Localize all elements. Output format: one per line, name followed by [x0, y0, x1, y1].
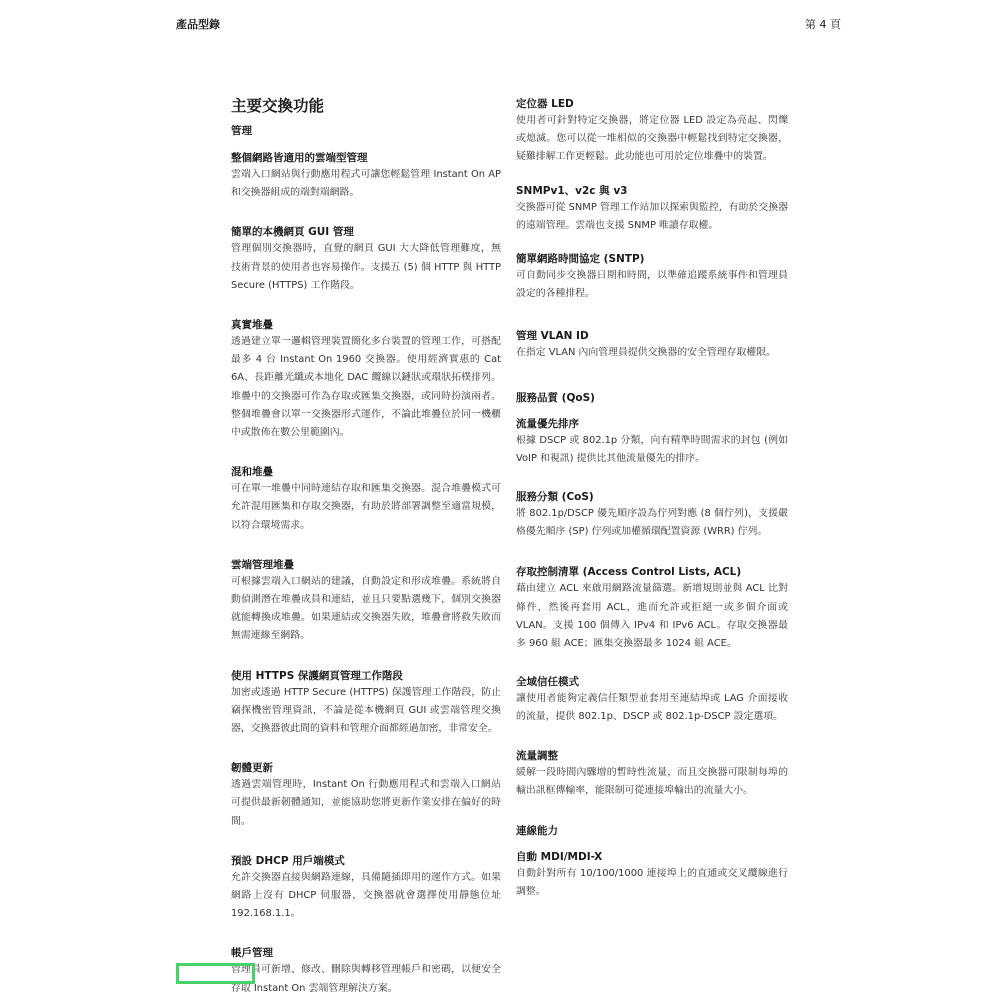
- feature-title: 真實堆疊: [231, 319, 273, 332]
- feature-rate-limiting: [516, 749, 788, 800]
- feature-title: 帳戶管理: [231, 947, 273, 960]
- feature-description: 讓使用者能夠定義信任類型並套用至連結埠或 LAG 介面接收的流量，提供 802.1p、DSCP 或 802.1p-DSCP 設定選項。: [516, 693, 788, 723]
- feature-sntp: [516, 252, 788, 303]
- feature-auto-mdix: [516, 850, 788, 901]
- feature-traffic-prioritization: [516, 417, 788, 468]
- header-page-number: 第 4 頁: [805, 18, 841, 31]
- feature-title: 定位器 LED: [516, 98, 574, 110]
- feature-description: 雲端入口網站與行動應用程式可讓您輕鬆管理 Instant On AP 和交換器組成的端對端網路。: [231, 169, 501, 199]
- feature-description: 交換器可從 SNMP 管理工作站加以探索與監控，有助於交換器的遠端管理。雲端也支援 SNMP 唯讀存取權。: [516, 201, 788, 231]
- feature-account-management: [231, 946, 501, 997]
- feature-title: 流量優先排序: [516, 417, 579, 430]
- left-column: [231, 96, 501, 998]
- feature-description: 透過建立單一邏輯管理裝置簡化多台裝置的管理工作，可搭配最多 4 台 Instant On 1960 交換器。使用經濟實惠的 Cat 6A、長距離光纖或本地化 DAC 纜線以鏈狀或環狀拓樸排列。堆疊中的交換器可作為存取或匯集交換器，或同時扮演兩者。整個堆疊會以單一交換器形式運作，不論此堆疊位於同一機櫃中或散佈在數公里範圍內。: [231, 336, 501, 439]
- feature-locator-led: [516, 97, 788, 167]
- feature-description: 管理個別交換器時，直覺的網頁 GUI 大大降低管理難度，無技術背景的使用者也容易操作。支援五 (5) 個 HTTP 與 HTTP Secure (HTTPS) 工作階段。: [231, 243, 501, 291]
- page-title: 主要交換功能: [231, 97, 325, 115]
- feature-title: 全域信任模式: [516, 676, 579, 689]
- feature-description: 自動針對所有 10/100/1000 連接埠上的直通或交叉纜線進行調整。: [516, 868, 788, 898]
- feature-web-gui: [231, 225, 501, 295]
- highlight-box: [176, 963, 255, 984]
- feature-description: 可根據雲端入口網站的建議，自動設定和形成堆疊。系統將自動偵測潛在堆疊成員和連結，並且只要點選幾下，個別交換器就能轉換成堆疊。如果連結或交換器失敗，堆疊會將救失敗而無需連線至網路。: [231, 575, 501, 642]
- feature-title: 整個網路皆適用的雲端型管理: [231, 152, 368, 164]
- feature-firmware-update: [231, 761, 501, 831]
- feature-description: 加密或透過 HTTP Secure (HTTPS) 保護管理工作階段，防止竊探機密管理資訊，不論是從本機網頁 GUI 或雲端管理交換器，交換器彼此間的資料和管理介面都經過加密，非常安全。: [231, 686, 501, 735]
- feature-description: 允許交換器直接與網路連線，具備隨插即用的運作方式。如果網路上沒有 DHCP 伺服器，交換器就會選擇使用靜態位址 192.168.1.1。: [231, 871, 501, 920]
- feature-acl: [516, 565, 788, 653]
- feature-title: 存取控制清單 (Access Control Lists, ACL): [516, 566, 742, 579]
- feature-true-stacking: [231, 318, 501, 442]
- feature-title: 雲端管理堆疊: [231, 558, 294, 571]
- feature-title: 流量調整: [516, 749, 558, 762]
- feature-title: 簡單的本機網頁 GUI 管理: [231, 226, 354, 239]
- category-qos: 服務品質 (QoS): [516, 391, 595, 404]
- feature-description: 可在單一堆疊中同時連結存取和匯集交換器。混合堆疊模式可允許混用匯集和存取交換器，有助於將部署調整至適當規模，以符合環境需求。: [231, 483, 501, 531]
- feature-cloud-stacking: [231, 558, 501, 646]
- right-column: [516, 97, 788, 901]
- feature-description: 可自動同步交換器日期和時間，以準確追蹤系統事件和管理員設定的各種排程。: [516, 270, 788, 300]
- feature-description: 在指定 VLAN 內向管理員提供交換器的安全管理存取權限。: [516, 347, 777, 359]
- feature-title: 韌體更新: [231, 762, 273, 775]
- feature-snmp: [516, 184, 788, 235]
- feature-title: 自動 MDI/MDI-X: [516, 851, 603, 864]
- feature-title: 預設 DHCP 用戶端模式: [231, 854, 345, 867]
- feature-class-of-service: [516, 490, 788, 541]
- feature-title: 簡單網路時間協定 (SNTP): [516, 253, 645, 266]
- feature-description: 管理員可新增、修改、刪除與轉移管理帳戶和密碼，以便安全存取 Instant On 雲端管理解決方案。: [231, 964, 501, 994]
- category-management: 管理: [231, 125, 252, 137]
- feature-management-vlan: [516, 329, 788, 362]
- feature-dhcp-client: [231, 854, 501, 924]
- feature-description: 將 802.1p/DSCP 優先順序設為佇列對應 (8 個佇列)，支援嚴格優先順序 (SP) 佇列或加權循環配置資源 (WRR) 佇列。: [516, 508, 788, 538]
- feature-title: 服務分類 (CoS): [516, 491, 594, 504]
- feature-global-trust-mode: [516, 675, 788, 726]
- feature-description: 使用者可針對特定交換器，將定位器 LED 設定為亮起、閃爍或熄滅。您可以從一堆相似的交換器中輕鬆找到特定交換器，疑難排解工作更輕鬆。此功能也可用於定位堆疊中的裝置。: [516, 115, 788, 163]
- feature-hybrid-stacking: [231, 465, 501, 535]
- feature-description: 緩解一段時間內驟增的暫時性流量，而且交換器可限制每埠的輸出訊框傳輸率，能限制可從連接埠輸出的流量大小。: [516, 766, 788, 796]
- feature-description: 藉由建立 ACL 來啟用網路流量篩選。新增規則並與 ACL 比對條件，然後再套用 ACL，進而允許或拒絕一或多個介面或 VLAN。支援 100 個傳入 IPv4 和 IPv6 ACL。存取交換器最多 960 組 ACE；匯集交換器最多 1024 組 ACE。: [516, 583, 788, 650]
- feature-description: 透過雲端管理時，Instant On 行動應用程式和雲端入口網站可提供最新韌體通知，並能協助您將更新作業安排在偏好的時間。: [231, 779, 501, 827]
- feature-title: 使用 HTTPS 保護網頁管理工作階段: [231, 669, 403, 682]
- feature-https: [231, 669, 501, 739]
- feature-description: 根據 DSCP 或 802.1p 分類，向有精準時間需求的封包 (例如 VoIP 和視訊) 提供比其他流量優先的排序。: [516, 434, 788, 464]
- feature-title: 混和堆疊: [231, 466, 273, 479]
- header-doc-title: 產品型錄: [176, 18, 220, 31]
- feature-title: SNMPv1、v2c 與 v3: [516, 184, 628, 197]
- feature-cloud-management: [231, 151, 501, 202]
- category-connectivity: 連線能力: [516, 825, 558, 838]
- feature-title: 管理 VLAN ID: [516, 330, 589, 343]
